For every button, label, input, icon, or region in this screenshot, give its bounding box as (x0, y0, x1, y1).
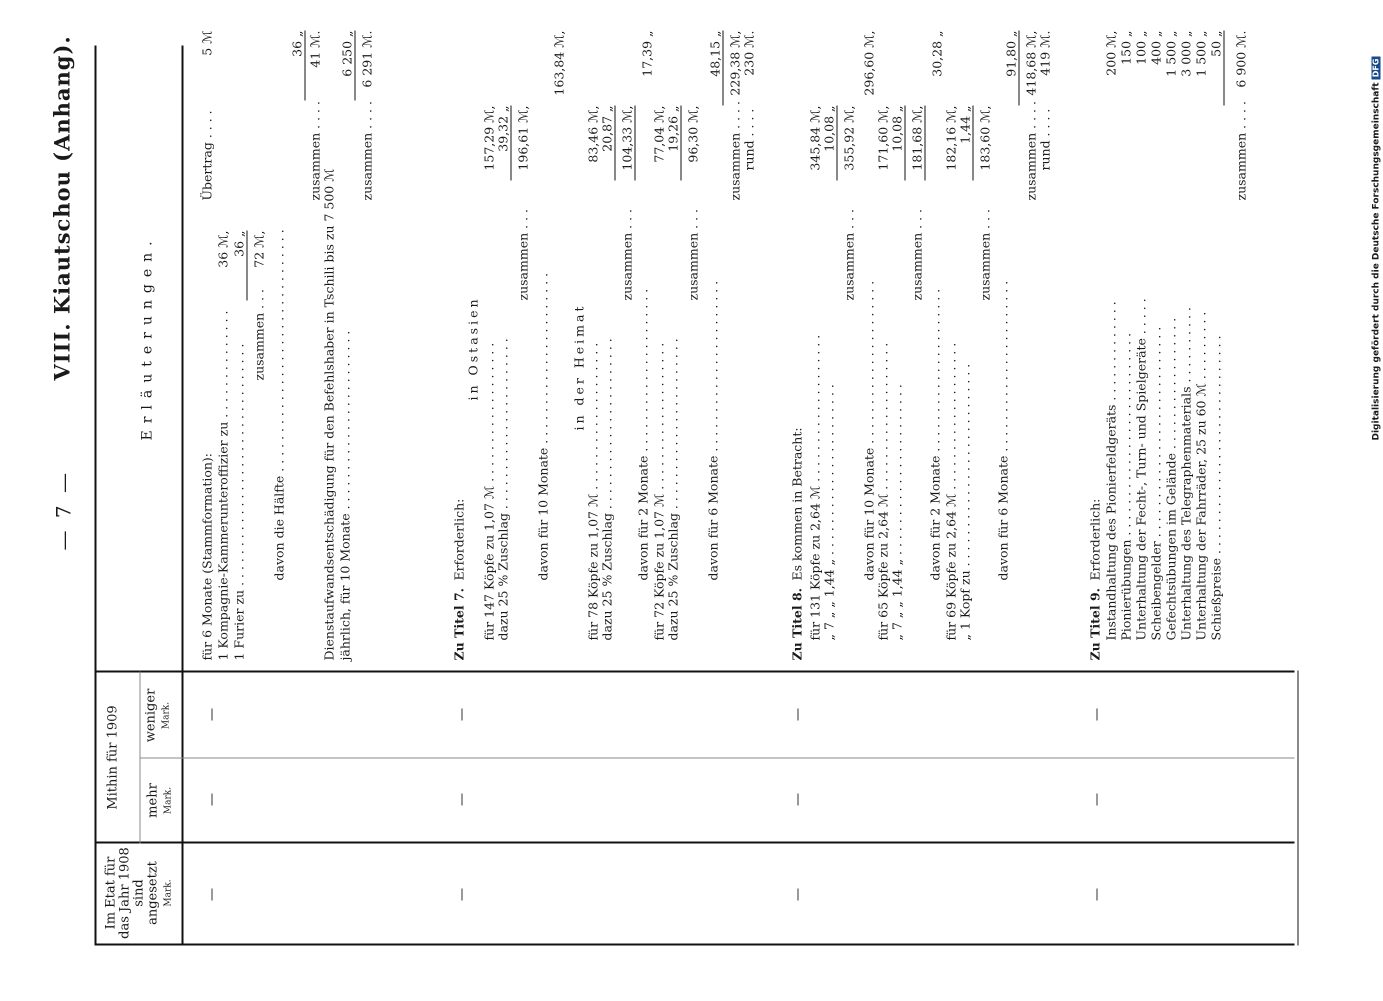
dash-weniger-3 (798, 709, 799, 721)
dash-etat-3 (798, 889, 799, 901)
dfg-note (1372, 57, 1382, 441)
titel7-sub-heimat: in der Heimat (571, 303, 587, 431)
titel9-item-label: Unterhaltung der Fahrräder, 25 zu 60 ℳ . . . . . . . . . (1193, 311, 1209, 641)
titel8-row-5-value: 171,60 ℳ, (875, 105, 891, 171)
dash-mehr-3 (798, 794, 799, 806)
block1-line-2: 1 Kompagnie-Kammerunteroffizier zu . . . . . . . . . . . . . . (215, 310, 231, 661)
titel7-zusammen-4: zusammen . . . . (727, 101, 743, 201)
titel8-zusammen-4: zusammen . . . . (1023, 101, 1039, 201)
titel8-row-1: für 131 Köpfe zu 2,64 ℳ . . . . . . . . . . . . . . . . . . . (807, 334, 823, 641)
titel7-zusammen-4-value: 229,38 ℳ, (727, 30, 743, 96)
block1-zusammen-1-value: 72 ℳ, (251, 230, 267, 268)
page-number: — 7 — (51, 470, 76, 551)
titel8-row-5: für 65 Köpfe zu 2,64 ℳ . . . . . . . . . . . . . . . . . . . (875, 342, 891, 641)
titel9-item-value: 3 000 „ (1178, 30, 1194, 77)
titel7-row-12: davon für 6 Monate . . . . . . . . . . . . . . . . . . . . . . (705, 280, 721, 581)
block1-zusammen-1: zusammen . . . (251, 289, 267, 381)
block1-zusammen-3-value: 6 291 ℳ. (359, 30, 375, 88)
titel8-row-4: davon für 10 Monate . . . . . . . . . . . . . . . . . . . . . (861, 280, 877, 581)
titel9-zusammen-value: 6 900 ℳ. (1233, 30, 1249, 88)
dash-etat-2 (462, 889, 463, 901)
block1-zusammen-2: zusammen . . . . (307, 101, 323, 201)
bottom-rule (1298, 671, 1299, 946)
titel9-heading: Zu Titel 9. (1087, 588, 1103, 661)
titel7-row-8-value: 17,39 „ (639, 30, 655, 77)
titel9-item-value: 200 ℳ, (1103, 30, 1119, 76)
titel8-row-10-value: 1,44 „ (958, 106, 974, 181)
dash-mehr-4 (1097, 794, 1098, 806)
titel7-zusammen-2-value: 104,33 ℳ, (620, 106, 636, 181)
titel8-zusammen-4-value: 418,68 ℳ, (1023, 30, 1039, 96)
col-rule-2 (95, 671, 1295, 673)
titel9-item-label: Schießpreise . . . . . . . . . . . . . . . . . . . . . . . . . . . . (1208, 335, 1224, 641)
header-rule (182, 46, 184, 946)
dash-etat-1 (212, 889, 213, 901)
titel9-item-value: 100 „ (1133, 30, 1149, 65)
titel9-item-label: Unterhaltung der Fecht-, Turn- und Spielgeräte . . . . . (1133, 298, 1149, 641)
titel9-req: Erforderlich: (1087, 498, 1103, 581)
dash-weniger-2 (462, 709, 463, 721)
titel8-zusammen-1: zusammen . . . (841, 209, 857, 301)
block1-line-2-value: 36 ℳ, (215, 230, 231, 268)
column-header-mithin: Mithin für 1909 (105, 705, 121, 810)
titel7-zusammen-3-value: 96,30 ℳ, (685, 105, 701, 163)
page-title: VIII. Kiautschou (Anhang). (49, 35, 75, 381)
titel9-item-value: 50 „ (1209, 31, 1225, 106)
titel9-item-label: Gefechtsübungen im Gelände . . . . . . . . . . . . . . . . . (1163, 317, 1179, 641)
titel8-row-6: „ 7 „ „ 1,44 „ . . . . . . . . . . . . . . . . . . . . . . (889, 384, 905, 641)
titel7-req: Erforderlich: (451, 498, 467, 581)
block1-uebertrag: Übertrag . . . . (199, 110, 215, 201)
titel7-row-10-value: 19,26 „ (666, 106, 682, 181)
titel7-row-1-value: 157,29 ℳ, (481, 105, 497, 171)
titel7-row-5: für 78 Köpfe zu 1,07 ℳ . . . . . . . . . . . . . . . . . . . (585, 342, 601, 641)
dfg-note-text: Digitalisierung gefördert durch die Deutsche Forschungsgemeinschaft (1371, 82, 1382, 441)
titel7-row-9-value: 77,04 ℳ, (651, 105, 667, 163)
titel7-sub-ostasien: in Ostasien (465, 296, 481, 401)
titel8-row-12: davon für 6 Monate . . . . . . . . . . . . . . . . . . . . . . (995, 280, 1011, 581)
titel7-rund: rund . . . . (741, 108, 757, 171)
titel8-zusammen-3: zusammen . . . (977, 209, 993, 301)
titel8-zusammen-1-value: 355,92 ℳ, (841, 105, 857, 171)
titel9-zusammen: zusammen . . . . (1233, 101, 1249, 201)
titel7-row-9: für 72 Köpfe zu 1,07 ℳ . . . . . . . . . . . . . . . . . . . (651, 342, 667, 641)
titel8-zusammen-2: zusammen . . . (909, 209, 925, 301)
col-rule-3 (140, 758, 1295, 759)
dfg-logo: DFG (1371, 58, 1381, 78)
block1-line-7: Dienstaufwandsentschädigung für den Befehlshaber in Tschili bis zu 7 500 ℳ (321, 168, 337, 661)
titel9-item-value: 1 500 „ (1163, 30, 1179, 77)
block1-line-3-value: 36 „ (232, 231, 248, 301)
titel7-row-6: dazu 25 % Zuschlag . . . . . . . . . . . . . . . . . . . . . . (599, 338, 615, 641)
block1-line-5: davon die Hälfte . . . . . . . . . . . . . . . . . . . . . . . . . . . . . . . (271, 229, 287, 581)
titel7-row-12-value: 48,15 „ (708, 31, 724, 106)
titel8-zusammen-2-value: 181,68 ℳ, (910, 106, 926, 181)
titel9-item-label: Pionierübungen . . . . . . . . . . . . . . . . . . . . . . . . . . (1118, 332, 1134, 641)
titel9-item-label: Instandhaltung des Pionierfeldgeräts . . . . . . . . . . . . . (1103, 301, 1119, 641)
top-rule (95, 46, 97, 946)
titel9-item-label: Scheibengelder . . . . . . . . . . . . . . . . . . . . . . . . . . . (1148, 326, 1164, 641)
dash-weniger-1 (212, 709, 213, 721)
column-header-mehr: mehr Mark. (145, 783, 174, 818)
titel8-zusammen-3-value: 183,60 ℳ, (977, 105, 993, 171)
block1-line-8-value: 6 250 „ (340, 31, 356, 101)
titel7-zusammen-1: zusammen . . . (515, 209, 531, 301)
titel7-zusammen-2: zusammen . . . (619, 209, 635, 301)
titel8-row-9: für 69 Köpfe zu 2,64 ℳ . . . . . . . . . . . . . . . . . . . (943, 342, 959, 641)
left-rule (95, 944, 1295, 946)
mithin-rule (140, 672, 141, 844)
titel8-row-2: „ 7 „ „ 1,44 „ . . . . . . . . . . . . . . . . . . . . . . (821, 384, 837, 641)
column-header-etat: Im Etat für das Jahr 1908 sind angesetzt Mark. (103, 847, 174, 939)
titel8-row-4-value: 296,60 ℳ, (861, 30, 877, 96)
dash-mehr-2 (462, 794, 463, 806)
titel8-row-10: „ 1 Kopf zu . . . . . . . . . . . . . . . . . . . . . . . . . . (957, 363, 973, 641)
titel8-row-8-value: 30,28 „ (929, 30, 945, 77)
titel8-row-8: davon für 2 Monate . . . . . . . . . . . . . . . . . . . . . (927, 288, 943, 581)
titel8-heading: Zu Titel 8. (789, 588, 805, 661)
titel8-req: Es kommen in Betracht: (789, 427, 805, 581)
block1-line-5-value: 36 „ (290, 31, 306, 101)
titel7-rund-value: 230 ℳ. (741, 30, 757, 76)
titel7-row-5-value: 83,46 ℳ, (585, 105, 601, 163)
titel8-rund: rund . . . . (1037, 108, 1053, 171)
titel7-heading: Zu Titel 7. (451, 588, 467, 661)
dash-weniger-4 (1097, 709, 1098, 721)
titel9-item-value: 400 „ (1148, 30, 1164, 65)
block1-line-1: für 6 Monate (Stammformation): (199, 452, 215, 661)
titel8-row-12-value: 91,80 „ (1004, 31, 1020, 106)
column-header-weniger: weniger Mark. (143, 688, 172, 743)
titel8-rund-value: 419 ℳ. (1037, 30, 1053, 76)
titel9-item-label: Unterhaltung des Telegraphenmaterials . . . . . . . . . . (1178, 307, 1194, 641)
titel7-row-8: davon für 2 Monate . . . . . . . . . . . . . . . . . . . . . (635, 288, 651, 581)
titel8-row-9-value: 182,16 ℳ, (943, 105, 959, 171)
column-header-erlaeuterungen: Erläuterungen. (139, 234, 156, 441)
block1-line-3: 1 Furier zu . . . . . . . . . . . . . . . . . . . . . . . . . . . . . . . (231, 343, 247, 661)
titel7-row-6-value: 20,87 „ (600, 106, 616, 181)
document-page (0, 1, 1383, 1001)
dash-mehr-1 (212, 794, 213, 806)
titel7-zusammen-3: zusammen . . . (685, 209, 701, 301)
titel7-row-1: für 147 Köpfe zu 1,07 ℳ . . . . . . . . . . . . . . . . . . (481, 342, 497, 641)
titel9-item-value: 150 „ (1118, 30, 1134, 65)
titel7-row-2: dazu 25 % Zuschlag . . . . . . . . . . . . . . . . . . . . . . (495, 338, 511, 641)
block1-line-8: jährlich, für 10 Monate . . . . . . . . . . . . . . . . . . . . . . . (337, 330, 353, 661)
titel7-row-2-value: 39,32 „ (496, 106, 512, 181)
titel8-row-2-value: 10,08 „ (822, 106, 838, 181)
titel7-zusammen-1-value: 196,61 ℳ, (515, 105, 531, 171)
titel7-row-4-value: 163,84 ℳ, (551, 30, 567, 96)
titel8-row-6-value: 10,08 „ (890, 106, 906, 181)
block1-uebertrag-value: 5 ℳ (199, 30, 215, 56)
block1-zusammen-2-value: 41 ℳ. (307, 30, 323, 68)
titel7-row-10: dazu 25 % Zuschlag . . . . . . . . . . . . . . . . . . . . . . (665, 338, 681, 641)
titel7-row-4: davon für 10 Monate . . . . . . . . . . . . . . . . . . . . . . (535, 272, 551, 581)
col-rule-1 (95, 842, 1295, 844)
dash-etat-4 (1097, 889, 1098, 901)
block1-zusammen-3: zusammen . . . . (359, 101, 375, 201)
titel9-item-value: 1 500 „ (1193, 30, 1209, 77)
titel8-row-1-value: 345,84 ℳ, (807, 105, 823, 171)
